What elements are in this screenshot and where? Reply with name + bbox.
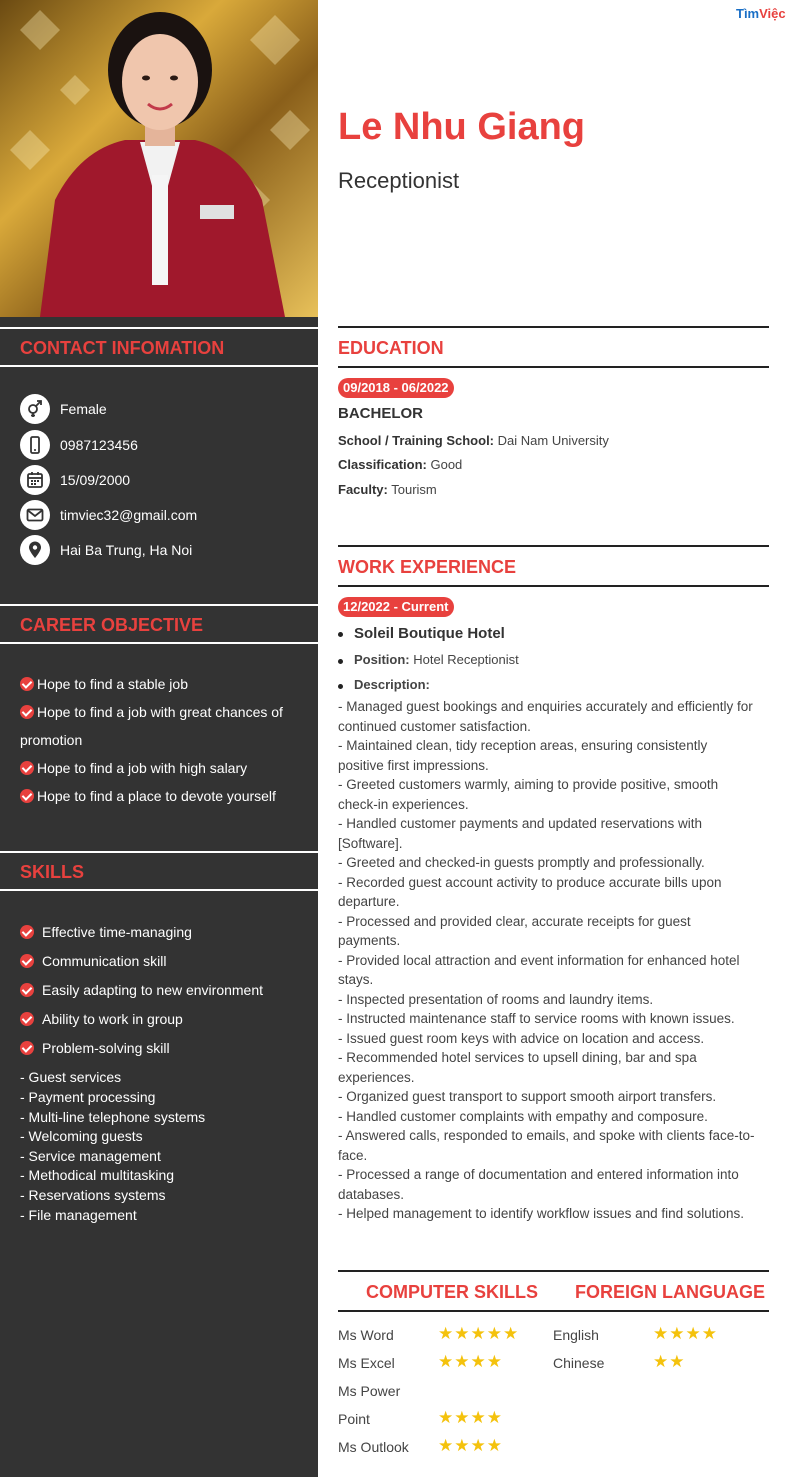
objective-heading [0,604,318,644]
description-line: - Greeted and checked-in guests promptly and professionally. [338,855,705,870]
sidebar [0,0,318,1477]
skills-heading [0,851,318,891]
description-line: - Greeted customers warmly, aiming to provide positive, smooth [338,777,719,792]
language-name: English [553,1327,599,1343]
objective-text: Hope to find a job with great chances of promotion [20,704,283,748]
description-line: experiences. [338,1069,415,1085]
skill-item [20,953,166,969]
description-label: Description: [354,677,430,692]
work-period-badge: 12/2022 - Current [338,597,454,617]
skill-item [20,924,192,940]
school-label: School / Training School: [338,433,495,448]
skill-item [20,1040,170,1056]
description-line: - Processed a range of documentation and entered information into [338,1167,739,1182]
description-line: - Provided local attraction and event information for enhanced hotel [338,952,740,968]
education-school [338,433,609,448]
work-position [338,652,519,667]
skill-list-item: - Methodical multitasking [20,1167,175,1183]
skills-language-heading [338,1270,769,1312]
work-company [338,625,505,642]
work-heading [338,545,769,587]
objective-item [20,754,305,782]
star-rating: ★★ [653,1352,686,1371]
computer-skill-name: Ms Power [338,1383,401,1399]
objective-text: Hope to find a job with high salary [37,760,248,776]
work-description [338,697,772,1224]
skill-text: Ability to work in group [42,1011,183,1027]
check-icon [20,1041,34,1055]
check-icon [20,677,34,691]
star-rating: ★★★★ [653,1324,718,1343]
computer-skill-name: Ms Outlook [338,1439,409,1455]
email-icon [20,500,50,530]
objective-item [20,698,305,754]
skill-list-item: - Welcoming guests [20,1128,143,1144]
description-line: stays. [338,972,374,987]
work-heading-label: WORK EXPERIENCE [338,557,517,577]
education-degree: BACHELOR [338,405,423,422]
skill-text: Communication skill [42,953,167,969]
email-value: timviec32@gmail.com [60,507,198,523]
gender-value: Female [60,401,107,417]
description-line: departure. [338,894,400,909]
school-value: Dai Nam University [497,433,609,448]
description-line: - Managed guest bookings and enquiries accurately and efficiently for [338,699,753,714]
check-icon [20,789,34,803]
timviec-logo[interactable] [736,6,786,21]
phone-icon [20,430,50,460]
description-line: databases. [338,1186,405,1202]
description-line: - Handled customer complaints with empathy and composure. [338,1108,708,1124]
foreign-language-heading: FOREIGN LANGUAGE [575,1282,766,1302]
description-line: positive first impressions. [338,757,489,773]
description-line: [Software]. [338,835,403,851]
description-line: - Organized guest transport to support smooth airport transfers. [338,1089,717,1104]
candidate-name: Le Nhu Giang [338,106,585,148]
description-line: payments. [338,933,401,948]
skill-text: Problem-solving skill [42,1040,170,1056]
computer-skill-name: Ms Word [338,1327,394,1343]
computer-skills-heading: COMPUTER SKILLS [366,1282,539,1302]
language-name: Chinese [553,1355,605,1371]
contact-gender [20,394,310,424]
skill-list-item: - File management [20,1207,137,1223]
education-classification [338,457,462,472]
objective-item [20,670,305,698]
education-heading-label: EDUCATION [338,338,444,358]
check-icon [20,1012,34,1026]
check-icon [20,705,34,719]
logo-part1: Tìm [736,6,760,21]
skill-list-item: - Guest services [20,1069,122,1085]
position-value: Hotel Receptionist [413,652,519,667]
contact-email [20,500,310,530]
star-rating: ★★★★★ [438,1324,520,1343]
star-rating: ★★★★ [438,1352,503,1371]
skill-list-item: - Multi-line telephone systems [20,1109,206,1125]
work-description-label [338,677,430,692]
address-value: Hai Ba Trung, Ha Noi [60,542,193,558]
location-icon [20,535,50,565]
objective-item [20,782,305,810]
faculty-value: Tourism [391,482,437,497]
check-icon [20,925,34,939]
objective-heading-label: CAREER OBJECTIVE [20,615,204,635]
description-line: check-in experiences. [338,796,469,812]
objective-text: Hope to find a stable job [37,676,188,692]
contact-birthday [20,465,310,495]
check-icon [20,761,34,775]
description-line: continued customer satisfaction. [338,718,531,734]
computer-skill-name: Ms Excel [338,1355,395,1371]
skill-list-item: - Payment processing [20,1089,156,1105]
logo-part2: Việc [759,6,786,21]
skill-item [20,982,263,998]
candidate-title: Receptionist [338,168,460,193]
description-line: - Maintained clean, tidy reception areas, ensuring consistently [338,738,708,753]
description-line: face. [338,1147,368,1163]
star-rating: ★★★★ [438,1436,503,1455]
skill-text: Effective time-managing [42,924,192,940]
company-name: Soleil Boutique Hotel [354,625,505,642]
description-line: - Inspected presentation of rooms and laundry items. [338,991,654,1007]
skill-list-item: - Reservations systems [20,1187,166,1203]
contact-phone [20,430,310,460]
skill-text: Easily adapting to new environment [42,982,264,998]
education-period-badge: 09/2018 - 06/2022 [338,378,454,398]
computer-skill-name: Point [338,1411,370,1427]
star-rating: ★★★★ [438,1408,503,1427]
objective-text: Hope to find a place to devote yourself [37,788,276,804]
description-line: - Issued guest room keys with advice on location and access. [338,1030,705,1046]
education-faculty [338,482,437,497]
description-line: - Handled customer payments and updated reservations with [338,816,702,831]
contact-heading [0,327,318,367]
description-line: - Recommended hotel services to upsell dining, bar and spa [338,1050,697,1065]
classification-value: Good [430,457,463,472]
birthday-value: 15/09/2000 [60,472,131,488]
skills-heading-label: SKILLS [20,862,85,882]
classification-label: Classification: [338,457,427,472]
education-heading [338,326,769,368]
phone-value: 0987123456 [60,437,138,453]
contact-heading-label: CONTACT INFOMATION [20,338,225,358]
faculty-label: Faculty: [338,482,388,497]
contact-address [20,535,310,565]
skill-list-item: - Service management [20,1148,161,1164]
position-label: Position: [354,652,410,667]
skill-item [20,1011,183,1027]
description-line: - Processed and provided clear, accurate receipts for guest [338,913,691,929]
description-line: - Recorded guest account activity to produce accurate bills upon [338,874,722,890]
description-line: - Helped management to identify workflow issues and find solutions. [338,1206,744,1221]
gender-icon [20,394,50,424]
description-line: - Answered calls, responded to emails, and spoke with clients face-to- [338,1128,755,1143]
check-icon [20,983,34,997]
calendar-icon [20,465,50,495]
description-line: - Instructed maintenance staff to service rooms with known issues. [338,1011,735,1026]
profile-photo [0,0,318,317]
check-icon [20,954,34,968]
